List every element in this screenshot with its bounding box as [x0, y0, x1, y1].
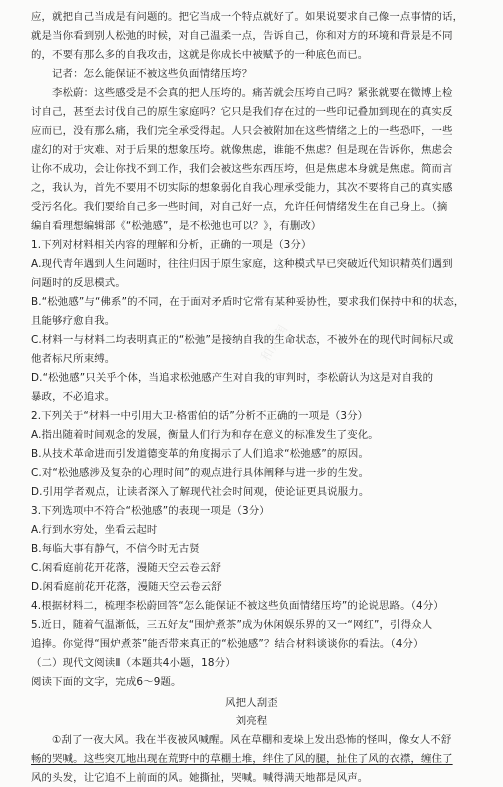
- text-line: 讨自己，甚至去讨伐自己的原生家庭吗？它只是我们存在过的一些印记叠加到现在的真实反: [31, 106, 453, 118]
- article-title: 风把人刮歪: [225, 697, 278, 709]
- text-line: 应而已，没有那么痛，我们完全承受得起。人只会被附加在这些情绪之上的一些恐吓，一些: [31, 125, 453, 137]
- option-3c: C.闲看庭前花开花落，漫随天空云卷云舒: [31, 562, 222, 574]
- option-1a: A.现代青年遇到人生问题时，往往归因于原生家庭，这种模式早已突破近代知识精英们遇到: [31, 258, 453, 270]
- question-5: 5.近日，随着气温渐低，三五好友“围炉煮茶”成为休闲娱乐界的又一“网红”，引得众人: [31, 619, 433, 631]
- question-5-cont: 追捧。你觉得“围炉煮茶”能否带来真正的“松弛感”？结合材料谈谈你的看法。（4分）: [31, 638, 424, 650]
- option-2c: C.对“松弛感涉及复杂的心理时间”的观点进行具体阐释与进一步的生发。: [31, 467, 370, 479]
- question-2: 2.下列关于“材料一中引用大卫·格雷伯的话”分析不正确的一项是（3分）: [31, 410, 369, 422]
- question-3: 3.下列选项中不符合“松弛感”的表现一项是（3分）: [31, 505, 270, 517]
- reading-instruction: 阅读下面的文字，完成6～9题。: [31, 676, 182, 688]
- text-line: 的，不要有那么多的自我攻击，这就是你成长中被赋予的一种底色而已。: [31, 49, 369, 61]
- option-3b: B.每临大事有静气，不信今时无古贤: [31, 543, 200, 555]
- text-line: 应，就把自己当成是有问题的。把它当成一个特点就好了。如果说要求自己像一点事情的话，: [31, 11, 464, 23]
- option-3d: D.闲看庭前花开花落，漫随天空云卷云舒: [31, 581, 222, 593]
- option-1b-cont: 且能够疗愈自我。: [31, 315, 116, 327]
- question-1: 1.下列对材料相关内容的理解和分析，正确的一项是（3分）: [31, 239, 312, 251]
- paragraph-1: ①刮了一夜大风。我在半夜被风喊醒。风在草棚和麦垛上发出恐怖的怪叫，像女人不舒: [52, 734, 452, 746]
- text-line: 让你不成功，会让你找不到工作，我们会被这些东西压垮，但是焦虑本身就是焦虑。简而言: [31, 163, 453, 175]
- watermark: 和风润: [258, 322, 292, 365]
- paragraph-1-underlined: 畅的哭喊。这些突兀地出现在荒野中的草棚土堆，绊住了风的腿，扯住了风的衣襟，缠住了: [31, 753, 453, 765]
- interview-question: 记者：怎么能保证不被这些负面情绪压垮？: [52, 68, 253, 80]
- option-1a-cont: 问题时的反思模式。: [31, 277, 126, 289]
- option-1b: B.“松弛感”与“佛系”的不同，在于面对矛盾时它常有某种妥协性，要求我们保持中和的状态，: [31, 296, 465, 308]
- option-1d: D.“松弛感”只关乎个体，当追求松弛感产生对自我的审判时，李松蔚认为这是对自我的: [31, 372, 434, 384]
- text-line: 虚幻的对于灾难、对于后果的想象压垮。就像焦虑，谁能不焦虑？但是现在告诉你，焦虑会: [31, 144, 453, 156]
- option-3a: A.行到水穷处，坐看云起时: [31, 524, 158, 536]
- article-author: 刘亮程: [235, 715, 268, 727]
- text-line: 李松蔚：这些感受是不会真的把人压垮的。痛苦就会压垮自己吗？紧张就要在微博上检: [52, 87, 453, 99]
- option-1c-cont: 他者标尺所束缚。: [31, 353, 116, 365]
- option-2a: A.指出随着时间观念的发展，衡量人们行为和存在意义的标准发生了变化。: [31, 429, 379, 441]
- option-1c: C.材料一与材料二均表明真正的“松弛”是接纳自我的生命状态，不被外在的现代时间标尺或: [31, 334, 454, 346]
- question-4: 4.根据材料二，梳理李松蔚回答“怎么能保证不被这些负面情绪压垮”的论说思路。（4分）: [31, 600, 444, 612]
- source-note: 编自看理想编辑部《“松弛感”，是不松弛也可以？》，有删改）: [31, 220, 322, 232]
- text-line: 受污名化。我们要给自己多一些时间，对自己好一点，允许任何情绪发生在自己身上。（摘: [31, 201, 448, 213]
- paragraph-1-end: 风的头发，让它追不上前面的风。她撕扯，哭喊。喊得满天地都是风声。: [31, 772, 369, 784]
- section-heading: （二）现代文阅读Ⅱ（本题共4小题，18分）: [31, 657, 236, 669]
- option-2d: D.引用学者观点，让读者深入了解现代社会时间观，使论证更具说服力。: [31, 486, 370, 498]
- option-2b: B.从技术革命进而引发道德变革的角度揭示了人们追求“松弛感”的原因。: [31, 448, 370, 460]
- text-line: 就是当你看到别人松弛的时候，对自己温柔一点，告诉自己，你和对方的环境和背景是不同: [31, 30, 453, 42]
- option-1d-cont: 暴政，不必追求。: [31, 391, 116, 403]
- text-line: 之，我认为，首先不要用不切实际的想象弱化自我心理承受能力，其次不要将自己的真实感: [31, 182, 453, 194]
